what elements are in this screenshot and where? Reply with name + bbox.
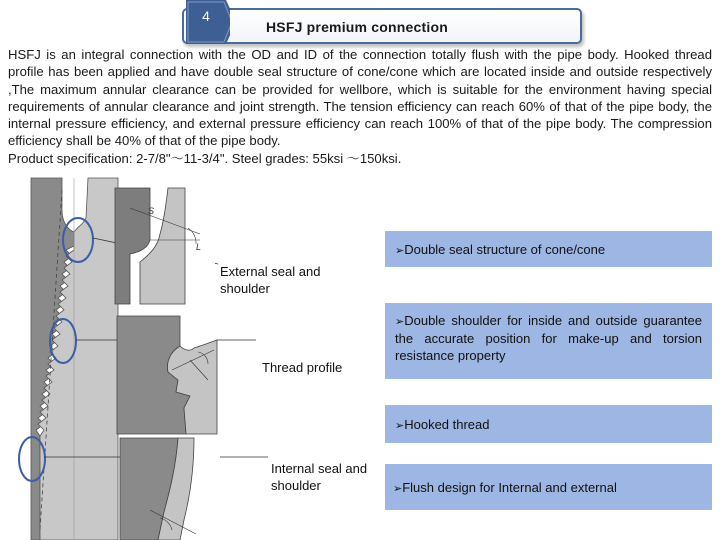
annotation-label: S [148, 206, 155, 216]
feature-text [385, 231, 712, 259]
label-internal-seal [271, 460, 367, 494]
feature-text [385, 464, 712, 497]
label-line: External seal and [220, 264, 321, 279]
feature-box-hooked-thread [385, 405, 712, 443]
page-title: HSFJ premium connection [266, 19, 448, 35]
label-line: shoulder [220, 281, 270, 296]
detail-thread-profile [117, 316, 217, 434]
main-cross-section [31, 178, 118, 540]
feature-box-double-shoulder [385, 303, 712, 379]
feature-text [385, 303, 712, 364]
feature-label: Hooked thread [404, 417, 490, 432]
arrow-bullet-icon: ➢ [395, 244, 405, 257]
detail-internal-seal [120, 438, 220, 540]
label-thread-profile: Thread profile [262, 360, 343, 375]
arrow-bullet-icon: ➢ [395, 315, 405, 328]
feature-label: Double seal structure of cone/cone [404, 242, 606, 257]
label-line: shoulder [271, 478, 321, 493]
feature-text [385, 405, 712, 434]
annotation-label: L [196, 242, 202, 252]
feature-box-double-seal [385, 231, 712, 267]
slide-number: 4 [202, 8, 210, 24]
feature-label: Flush design for Internal and external [402, 480, 617, 495]
label-external-seal [220, 263, 320, 297]
feature-label: Double shoulder for inside and outside guarantee the accurate position for make-up and torsion resistance property [395, 313, 702, 363]
arrow-bullet-icon: ➢ [395, 419, 405, 432]
arrow-bullet-icon: ➢ [393, 482, 403, 495]
feature-box-flush-design [385, 464, 712, 510]
intro-paragraph: HSFJ is an integral connection with the OD and ID of the connection totally flush with the pipe body. Hooked thread profile has been applied and have double seal structure of cone/cone which are located inside and outside respectively ,The maximum annular clearance can be provided for wellbore, which is suitable for the environment having special requirements of annular clearance and joint strength. The tension efficiency can reach 60% of that of the pipe body, the internal pressure efficiency, and external pressure efficiency can reach 100% of that of the pipe body. The compression efficiency shall be 40% of that of the pipe body. [8, 47, 712, 149]
detail-external-seal [115, 188, 215, 304]
label-line: Internal seal and [271, 461, 368, 476]
product-specification: Product specification: 2-7/8"～11-3/4". Steel grades: 55ksi ～150ksi. [8, 150, 402, 166]
